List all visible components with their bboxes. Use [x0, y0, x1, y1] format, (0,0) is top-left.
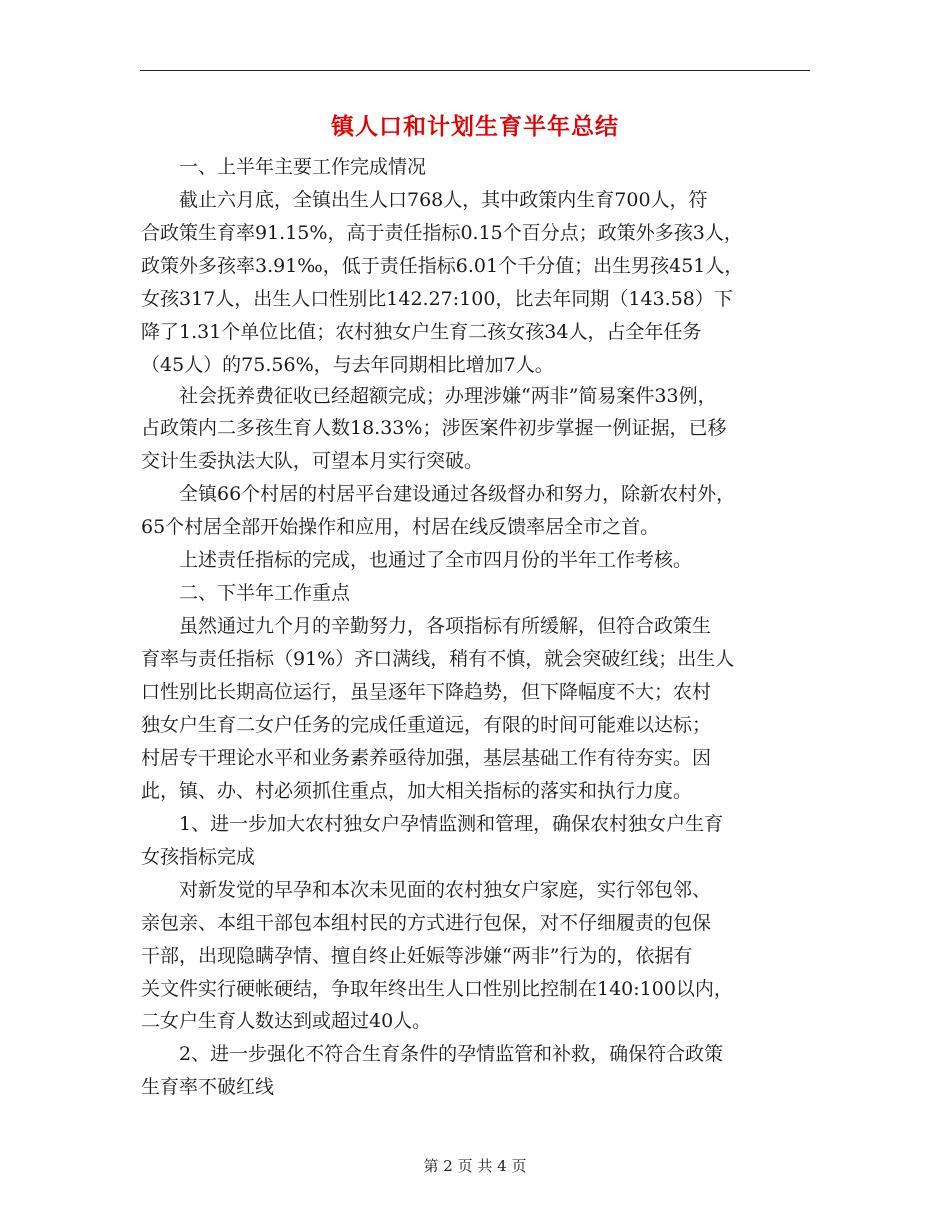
body-line: 交计生委执法大队，可望本月实行突破。 — [141, 450, 484, 472]
header-rule — [140, 70, 810, 71]
body-line: （45人）的75.56%，与去年同期相比增加7人。 — [141, 354, 554, 376]
body-line: 社会抚养费征收已经超额完成；办理涉嫌“两非”简易案件33例， — [141, 385, 717, 407]
page-footer: 第 2 页 共 4 页 — [423, 1157, 527, 1175]
body-line: 亲包亲、本组干部包本组村民的方式进行包保，对不仔细履责的包保 — [141, 912, 712, 934]
body-line: 占政策内二多孩生育人数18.33%；涉医案件初步掌握一例证据，已移 — [141, 417, 727, 439]
body-line: 政策外多孩率3.91‰，低于责任指标6.01个千分值；出生男孩451人， — [141, 255, 744, 277]
body-line: 独女户生育二女户任务的完成任重道远，有限的时间可能难以达标； — [141, 714, 712, 736]
body-line: 二、下半年工作重点 — [141, 582, 351, 604]
body-line: 女孩317人，出生人口性别比142.27:100，比去年同期（143.58）下 — [141, 288, 733, 310]
body-line: 女孩指标完成 — [141, 846, 256, 868]
body-line: 降了1.31个单位比值；农村独女户生育二孩女孩34人，占全年任务 — [141, 321, 702, 343]
body-line: 一、上半年主要工作完成情况 — [141, 156, 427, 178]
body-line: 此，镇、办、村必须抓住重点，加大相关指标的落实和执行力度。 — [141, 780, 693, 802]
body-line: 二女户生育人数达到或超过40人。 — [141, 1010, 432, 1032]
body-line: 上述责任指标的完成，也通过了全市四月份的半年工作考核。 — [141, 549, 693, 571]
body-line: 生育率不破红线 — [141, 1076, 275, 1098]
body-line: 虽然通过九个月的辛勤努力，各项指标有所缓解，但符合政策生 — [141, 615, 712, 637]
body-line: 关文件实行硬帐硬结，争取年终出生人口性别比控制在140:100以内， — [141, 978, 733, 1000]
body-line: 全镇66个村居的村居平台建设通过各级督办和努力，除新农村外， — [141, 483, 736, 505]
body-line: 口性别比长期高位运行，虽呈逐年下降趋势，但下降幅度不大；农村 — [141, 681, 712, 703]
body-line: 1、进一步加大农村独女户孕情监测和管理，确保农村独女户生育 — [141, 813, 724, 835]
body-line: 对新发觉的早孕和本次未见面的农村独女户家庭，实行邻包邻、 — [141, 879, 712, 901]
body-line: 65个村居全部开始操作和应用，村居在线反馈率居全市之首。 — [141, 516, 660, 538]
body-line: 2、进一步强化不符合生育条件的孕情监管和补救，确保符合政策 — [141, 1043, 724, 1065]
body-line: 干部，出现隐瞒孕情、擅自终止妊娠等涉嫌“两非”行为的，依据有 — [141, 945, 693, 967]
document-title: 镇人口和计划生育半年总结 — [331, 113, 619, 140]
body-line: 合政策生育率91.15%，高于责任指标0.15个百分点；政策外多孩3人， — [141, 222, 743, 244]
body-line: 村居专干理论水平和业务素养亟待加强，基层基础工作有待夯实。因 — [141, 747, 712, 769]
body-line: 截止六月底，全镇出生人口768人，其中政策内生育700人，符 — [141, 189, 708, 211]
body-line: 育率与责任指标（91%）齐口满线，稍有不慎，就会突破红线；出生人 — [141, 648, 735, 670]
